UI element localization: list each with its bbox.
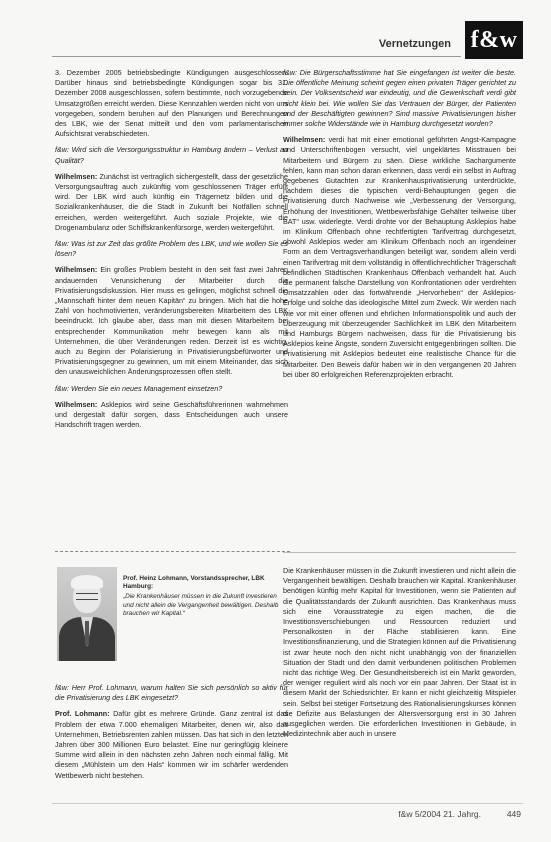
portrait-photo bbox=[57, 567, 117, 661]
caption-name: Prof. Heinz Lohmann, Vorstandssprecher, LBK Hamburg: bbox=[123, 575, 265, 591]
portrait-caption bbox=[123, 575, 283, 618]
portrait-hair bbox=[71, 575, 103, 589]
footer-journal-issue: f&w 5/2004 21. Jahrg. bbox=[398, 809, 481, 819]
section-divider-right bbox=[283, 552, 516, 553]
speaker-name: Wilhelmsen: bbox=[55, 171, 98, 181]
column-left-lower bbox=[55, 683, 288, 781]
speaker-name: Wilhelmsen: bbox=[283, 135, 326, 145]
interview-answer bbox=[283, 135, 516, 380]
column-right-upper bbox=[283, 68, 516, 380]
speaker-name: Prof. Lohmann: bbox=[55, 709, 110, 719]
header-rule bbox=[52, 56, 461, 57]
interview-answer bbox=[55, 265, 288, 377]
interview-question: f&w: Werden Sie ein neues Management einsetzen? bbox=[55, 383, 223, 393]
answer-text: Dafür gibt es mehrere Gründe. Ganz zentral ist das Problem der etwa 7.000 ehemaligen Mitarbeiter, denen wir, also das Unternehmen, Betriebsrenten zahlen müssen. Das hat sich in den letzten Jahren über 300 Millionen Euro belastet. Eine nur geringfügig kleinere Summe wird allein in den nächsten zehn Jahren noch einmal fällig. Mit diesem „Mühlstein um den Hals“ kommen wir im schärfer werdenden Wettbewerb nicht bestehen. bbox=[55, 709, 288, 780]
answer-text: Zunächst ist vertraglich sichergestellt, dass der gesetzliche Versorgungsauftrag auch zukünftig vom geschlossenen Träger erfüllt wird. Der LBK wird auch künftig ein Trägernetz bilden und die Sozialkrankenhäuser, die die Stadt in Zukunft bei Notfällen schnell erreichen, werden weitergeführt. Auch soziale Projekte, wie die Drogenambulanz oder Schiffskrankenfürsorge, werden weitergeführt. bbox=[55, 171, 289, 232]
column-right-lower bbox=[283, 566, 516, 739]
interview-answer bbox=[55, 400, 288, 431]
caption-quote: „Die Krankenhäuser müssen in die Zukunft investieren und nicht allein die Vergangenheit bewältigen. Deshalb brauchen wir Kapital.“ bbox=[123, 593, 279, 617]
journal-logo: f&w bbox=[465, 21, 523, 59]
column-left-upper bbox=[55, 68, 288, 431]
paragraph: 3. Dezember 2005 betriebsbedingte Kündigungen ausgeschlossen. Darüber hinaus sind betriebsbedingte Kündigungen sogar bis 31. Dezember 2008 ausgeschlossen, sofern bestimmte, noch vorzugebende Umsatzgrößen erreicht werden. Diese Kennzahlen werden nicht von uns vorgegeben, sondern beruhen auf den Planungen und Berechnungen des LBK, wie der Senat mitteilt und den vom parlamentarischen Aufsichtsrat verabschiedeten. bbox=[55, 68, 288, 139]
footer-rule bbox=[52, 803, 523, 804]
paragraph: Die Krankenhäuser müssen in die Zukunft investieren und nicht allein die Vergangenheit bewältigen. Deshalb brauchen wir Kapital. Krankenhäuser benötigen künftig mehr Kapital für Investitionen, wenn sie Patienten auf die Qualitätsstandards der Zukunft ausrichten. Das Krankenhaus muss sich eine Vorausstrategie zu eigen machen, die die Investitionsverschiebungen und Ressourcen reduziert und Personalkosten in der Fläche stabilisieren kann. Eine Investitionsfinanzierung, und die Strategien können auf die Privatisierung ist zwar heute noch den nicht nicht unabhängig von der finanziellen Situation der Stadt und den damit verbundenen politischen Problemen nicht das richtige Weg. Der Gesundheitsbereich ist ein Markt geworden, der weniger reguliert wird als noch vor ein paar Jahren. Der Staat ist in diesem Markt der Schiedsrichter. Er kann er nicht gleichzeitig Mitspieler sein. Selbst bei stetiger Fortsetzung des Rationalisierungskurses können die Defizite aus Belastungen der Altersversorgung erst in 30 Jahren ausgeglichen werden. Die erforderlichen Investitionen in Gebäude, in Medizintechnik aber auch in unsere bbox=[283, 566, 516, 739]
interview-question: f&w: Wird sich die Versorgungsstruktur in Hamburg ändern – Verlust an Qualität? bbox=[55, 145, 288, 165]
interview-question: f&w: Was ist zur Zeit das größte Problem des LBK, und wie wollen Sie es lösen? bbox=[55, 239, 288, 259]
speaker-name: Wilhelmsen: bbox=[55, 265, 98, 275]
interview-answer bbox=[55, 709, 288, 780]
interview-question: f&w: Herr Prof. Lohmann, warum halten Sie sich persönlich so aktiv für die Privatisierung des LBK eingesetzt? bbox=[55, 683, 288, 703]
answer-text: Ein großes Problem besteht in den seit fast zwei Jahren andauernden Verunsicherung der Mitarbeiter durch die Privatisierungsdiskussion. Hier muss es gelingen, möglichst schnell die „Mannschaft hinter dem neuen Kapitän“ zu bringen. Mich hat die hohe Zahl von hochmotivierten, veränderungsbereiten Mitarbeitern des LBK beeindruckt. Ich glaube aber, dass man mit diesen Mitarbeitern bei entsprechender Kommunikation mehr bewegen kann als mit Unternehmen, die über Veränderungen reden. Derzeit ist es wichtig, auch zu Beginn der Polarisierung in Privatisierungsbefürworter und Privatisierungsgegner zu gewinnen, um mit einem Miteinander, das sich den unausweichlichen Änderungsprozessen offen stellt. bbox=[55, 265, 288, 377]
section-title: Vernetzungen bbox=[378, 38, 451, 50]
interview-answer bbox=[55, 172, 288, 233]
answer-text: verdi hat mit einer emotional geführten Angst-Kampagne und Unterschriftenbogen versucht, viel ungeklärtes Misstrauen bei Mitarbeitern und Bürgern zu säen. Diese wirkliche Sachargumente fehlen, kann man schon daran erkennen, dass verdi ein selbst in Auftrag gegebenes Gutachten zur Krankenhausprivatisierung unterdrückte, nachdem dieses die typischen verdi-Behauptungen gegen die Privatisierung durch Nachweise wie „Verbesserung der Versorgung, Erhöhung der Investitionen, Wettbewerbsfähige Gehälter teilweise über BAT“ usw. widerlegte. Verdi drohte vor der Behauptung Asklepios habe im Klinikum Offenbach ohne rechtfertigten Tarifvertrag durchgesetzt, obwohl Asklepios weder am Klinikum Offenbach noch an irgendeiner Form an dem Vertragsverhandlungen beteiligt war, sondern allein verdi einen Tarifvertrag mit dem vollständig in öffentlichrechtlicher Trägerschaft befindlichen Städtischen Krankenhaus Offenbach verhandelt hat. Auch die permanent falsche Darstellung von Konfrontationen oder verdrehten Umsatzzahlen oder das fortwährende „Hervorheben“ der Asklepios-Erfolge und solche das ideologische Mittel zum Zweck. Wir werden nach wie vor mit einer offenen und ehrlichen Informationspolitik und auch der Überzeugung mit überzeugender Sachlichkeit im LBK den Mitarbeitern und Hamburgs Bürgern nachweisen, dass für die Privatisierung bis Asklepios keine Ängste, sondern Zuversicht entgegenbringen sollten. Die Privatisierung mit Asklepios bedeutet eine realistische Chance für die Mitarbeiter. Den Beweis dafür haben wir in den vergangenen 20 Jahren bei über 80 erfolgreichen Referenzprojekten erbracht. bbox=[283, 135, 517, 379]
portrait-tie bbox=[85, 621, 89, 645]
answer-text: Asklepios wird seine Geschäftsführerinnen wahrnehmen und dergestalt dafür sorgen, dass Entscheidungen auch unsere Handschrift tragen werden. bbox=[55, 399, 288, 430]
section-divider-left bbox=[55, 551, 290, 552]
page-number: 449 bbox=[506, 809, 521, 819]
portrait-glasses bbox=[76, 593, 98, 600]
interview-question: f&w: Die Bürgerschaftsstimme hat Sie eingefangen ist weiter die beste. Die öffentliche Meinung scheint gegen einen privaten Träger gerichtet zu sein. Der Volksentscheid war eindeutig, und die Gewerkschaft verdi gibt nicht klein bei. Wie wollen Sie das Vertrauen der Bürger, der Patienten und der Beschäftigten gewinnen? Sind massive Privatisierungen bisher immer solche Widerstände wie in Hamburg durchgesetzt worden? bbox=[283, 68, 516, 129]
speaker-name: Wilhelmsen: bbox=[55, 399, 98, 409]
